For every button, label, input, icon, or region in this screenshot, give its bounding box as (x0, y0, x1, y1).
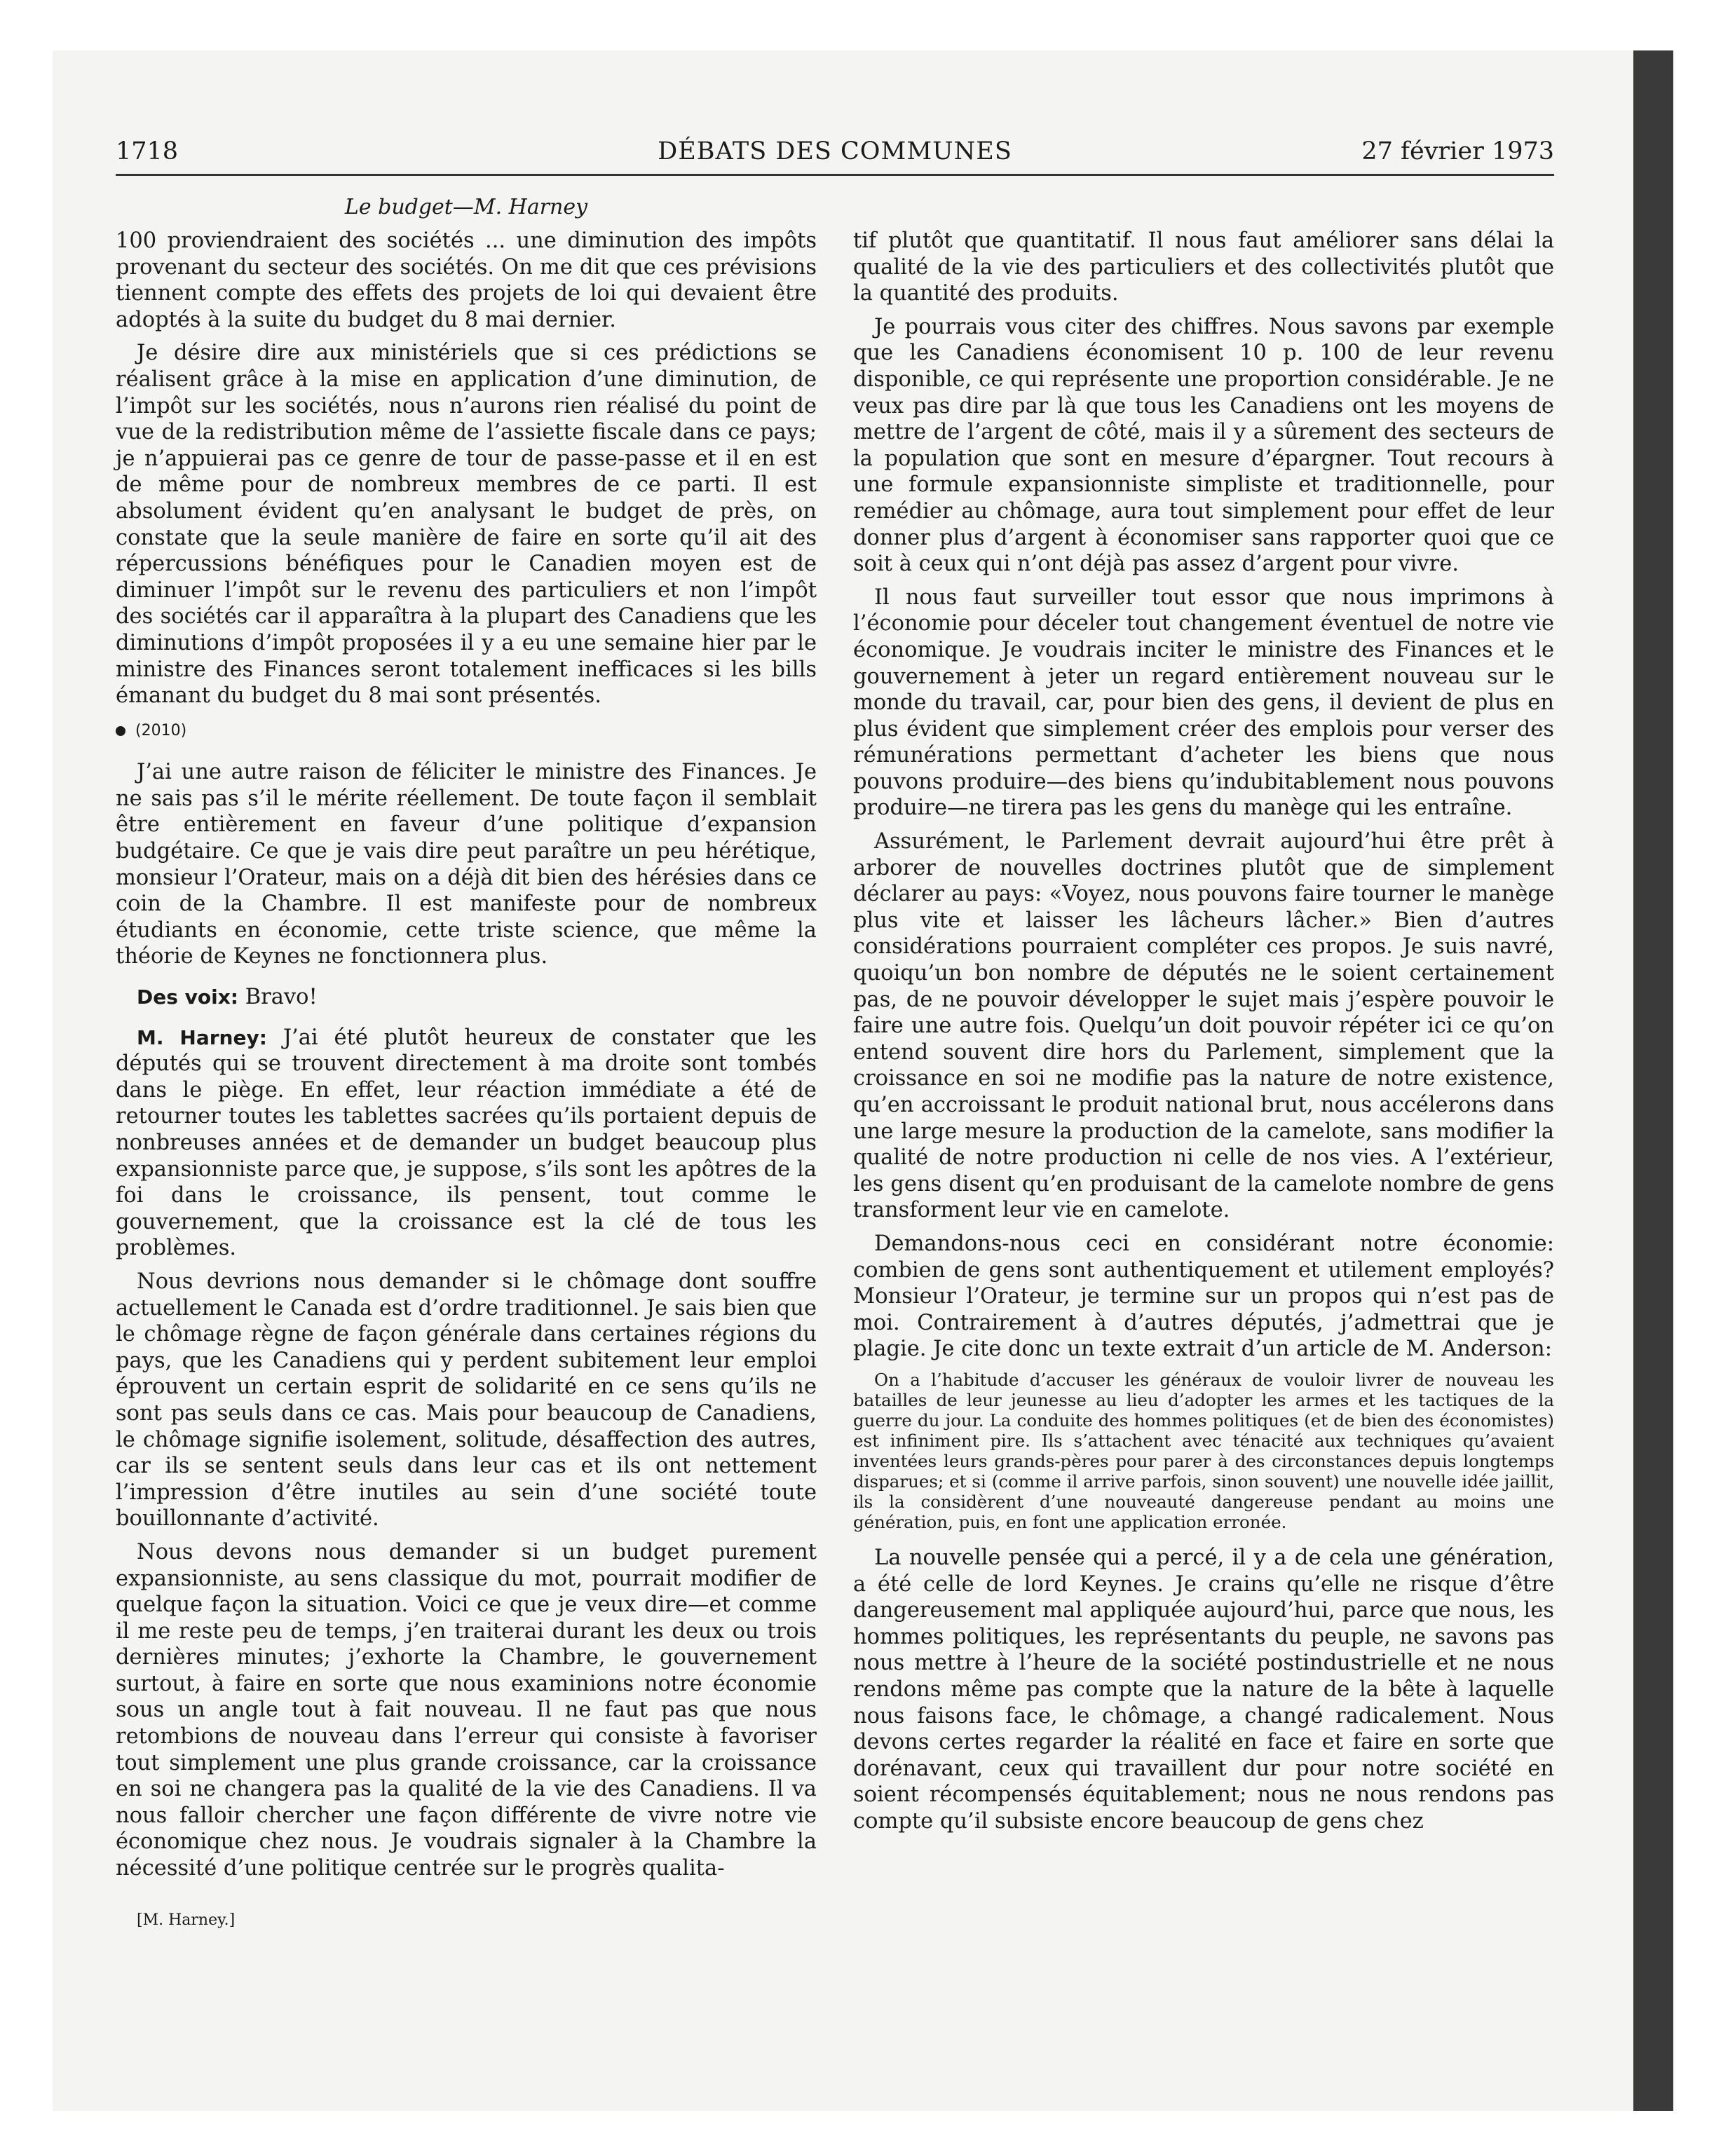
speaker-attribution: [M. Harney.] (137, 1911, 236, 1929)
paragraph: Je désire dire aux ministériels que si ces prédictions se réalisent grâce à la mise en application d’une diminution, de l’impôt sur les sociétés, nous n’aurons rien réalisé du point de vue de la redistribution même de l’assiette fiscale dans ce pays; je n’appuierai pas ce genre de tour de passe-passe et il en est de même pour de nombreux membres de ce parti. Il est absolument évident qu’en analysant le budget de près, on constate que la seule manière de faire en sorte qu’il ait des répercussions bénéfiques pour le Canadien moyen est de diminuer l’impôt sur le revenu des particuliers et non l’impôt des sociétés car il apparaîtra à la plupart des Canadiens que les diminutions d’impôt proposées il y a eu une semaine hier par le ministre des Finances seront totalement inefficaces si les bills émanant du budget du 8 mai sont présentés. (116, 341, 817, 709)
scan-edge-bar (1633, 50, 1673, 2111)
paragraph: Assurément, le Parlement devrait aujourd’hui être prêt à arborer de nouvelles doctrines plutôt que de simplement déclarer au pays: «Voyez, nous pouvons faire tourner le manège plus vite et laisser les lâcheurs lâcher.» Bien d’autres considérations pourraient compléter ces propos. Je suis navré, quoiqu’un bon nombre de députés ne le soient certainement pas, de ne pouvoir développer le sujet mais j’espère pouvoir le faire une autre fois. Quelqu’un doit pouvoir répéter ici ce qu’on entend souvent dire hors du Parlement, simplement que la croissance en soi ne modifie pas la nature de notre existence, qu’en accroissant le produit national brut, nous accélerons dans une large mesure la production de la camelote, sans modifier la qualité de notre production ni celle de nos vies. A l’extérieur, les gens disent qu’en produisant de la camelote nombre de gens transforment leur vie en camelote. (853, 829, 1554, 1223)
bullet-icon (116, 726, 125, 736)
publication-title: DÉBATS DES COMMUNES (658, 137, 1012, 165)
paragraph: Nous devrions nous demander si le chômage dont souffre actuellement le Canada est d’ordre traditionnel. Je sais bien que le chômage règne de façon générale dans certaines régions du pays, que les Canadiens qui y perdent subitement leur emploi éprouvent un certain esprit de solidarité en ce sens qu’ils ne sont pas seuls dans ce cas. Mais pour beaucoup de Canadiens, le chômage signifie isolement, solitude, désaffection des autres, car ils se sentent seuls dans leur cas et ils ont nettement l’impression d’être inutiles au sein d’une société toute bouillonnante d’activité. (116, 1269, 817, 1531)
speech (116, 1025, 817, 1262)
paragraph: La nouvelle pensée qui a percé, il y a de cela une génération, a été celle de lord Keynes. Je crains qu’elle ne risque d’être dangereusement mal appliquée aujourd’hui, parce que nous, les hommes politiques, les représentants du peuple, ne savons pas nous mettre à l’heure de la société postindustrielle et ne nous rendons même pas compte que la nature de la bête à laquelle nous faisons face, le chômage, a changé radicalement. Nous devons certes regarder la réalité en face et faire en sorte que dorénavant, ceux qui travaillent dur pour notre société en soient récompensés équitablement; nous ne nous rendons pas compte qu’il subsiste encore beaucoup de gens chez (853, 1545, 1554, 1834)
speaker-label: M. Harney: (137, 1025, 267, 1049)
speech (116, 984, 817, 1011)
running-head: Le budget—M. Harney (344, 195, 588, 219)
paragraph: Nous devons nous demander si un budget purement expansionniste, au sens classique du mot, pourrait modifier de quelque façon la situation. Voici ce que je veux dire—et comme il me reste peu de temps, j’en traiterai durant les deux ou trois dernières minutes; j’exhorte la Chambre, le gouvernement surtout, à faire en sorte que nous examinions notre économie sous un angle tout à fait nouveau. Il ne faut pas que nous retombions de nouveau dans l’erreur qui consiste à favoriser tout simplement une plus grande croissance, car la croissance en soi ne changera pas la qualité de la vie des Canadiens. Il va nous falloir chercher une façon différente de vivre notre vie économique chez nous. Je voudrais signaler à la Chambre la nécessité d’une politique centrée sur le progrès qualita- (116, 1539, 817, 1881)
page-header (116, 137, 1554, 176)
right-column (853, 228, 1554, 1841)
paragraph: Demandons-nous ceci en considérant notre économie: combien de gens sont authentiquement et utilement employés? Monsieur l’Orateur, je termine sur un propos qui n’est pas de moi. Contrairement à d’autres députés, j’admettrai que je plagie. Je cite donc un texte extrait d’un article de M. Anderson: (853, 1231, 1554, 1362)
left-column (116, 228, 817, 1933)
paragraph: J’ai une autre raison de féliciter le ministre des Finances. Je ne sais pas s’il le mérite réellement. De toute façon il semblait être entièrement en faveur d’une politique d’expansion budgétaire. Ce que je vais dire peut paraître un peu hérétique, monsieur l’Orateur, mais on a déjà dit bien des hérésies dans ce coin de la Chambre. Il est manifeste pour de nombreux étudiants en économie, cette triste science, que même la théorie de Keynes ne fonctionnera plus. (116, 760, 817, 969)
paragraph: tif plutôt que quantitatif. Il nous faut améliorer sans délai la qualité de la vie des particuliers et des collectivités plutôt que la quantité des produits. (853, 228, 1554, 306)
time-marker (116, 718, 817, 744)
speech-text: Bravo! (245, 985, 318, 1010)
speech-text: J’ai été plutôt heureux de constater que les députés qui se trouvent directement à ma droite sont tombés dans le piège. En effet, leur réaction immédiate a été de retourner toutes les tablettes sacrées qu’ils portaient depuis de nonbreuses années et de demander un budget beaucoup plus expansionniste parce que, je suppose, s’ils sont les apôtres de la foi dans le croissance, ils pensent, tout comme le gouvernement, que la croissance est la clé de tous les problèmes. (116, 1025, 817, 1261)
paragraph: Je pourrais vous citer des chiffres. Nous savons par exemple que les Canadiens économisent 10 p. 100 de leur revenu disponible, ce qui représente une proportion considérable. Je ne veux pas dire par là que tous les Canadiens ont les moyens de mettre de l’argent de côté, mais il y a sûrement des secteurs de la population que sont en mesure d’épargner. Tout recours à une formule expansionniste simpliste et traditionnelle, pour remédier au chômage, aura tout simplement pour effet de leur donner plus d’argent à économiser sans rapporter quoi que ce soit à ceux qui n’ont déjà pas assez d’argent pour vivre. (853, 314, 1554, 577)
paragraph: 100 proviendraient des sociétés ... une diminution des impôts provenant du secteur des sociétés. On me dit que ces prévisions tiennent compte des effets des projets de loi qui devaient être adoptés à la suite du budget du 8 mai dernier. (116, 228, 817, 332)
speaker-label: Des voix: (137, 985, 238, 1009)
paragraph: Il nous faut surveiller tout essor que nous imprimons à l’économie pour déceler tout changement éventuel de notre vie économique. Je voudrais inciter le ministre des Finances et le gouvernement à jeter un regard entièrement nouveau sur le monde du travail, car, pour bien des gens, il devient de plus en plus évident que simplement créer des emplois pour verser des rémunérations permettant d’acheter les biens que nous pouvons produire—des biens qu’indubitablement nous pouvons produire—ne tirera pas les gens du manège qui les entraîne. (853, 585, 1554, 821)
publication-date: 27 février 1973 (1361, 137, 1554, 165)
block-quote: On a l’habitude d’accuser les généraux de vouloir livrer de nouveau les batailles de leur jeunesse au lieu d’adopter les armes et les tactiques de la guerre du jour. La conduite des hommes politiques (et de bien des économistes) est infiniment pire. Ils s’attachent avec ténacité aux techniques qu’avaient inventées leurs grands-pères pour parer à des circonstances depuis longtemps disparues; et si (comme il arrive parfois, sinon souvent) une nouvelle idée jaillit, ils la considèrent d’une nouveauté dangereuse pendant au moins une génération, puis, en font une application erronée. (853, 1369, 1554, 1532)
page-number: 1718 (116, 137, 179, 165)
time-marker-text: (2010) (135, 721, 187, 739)
